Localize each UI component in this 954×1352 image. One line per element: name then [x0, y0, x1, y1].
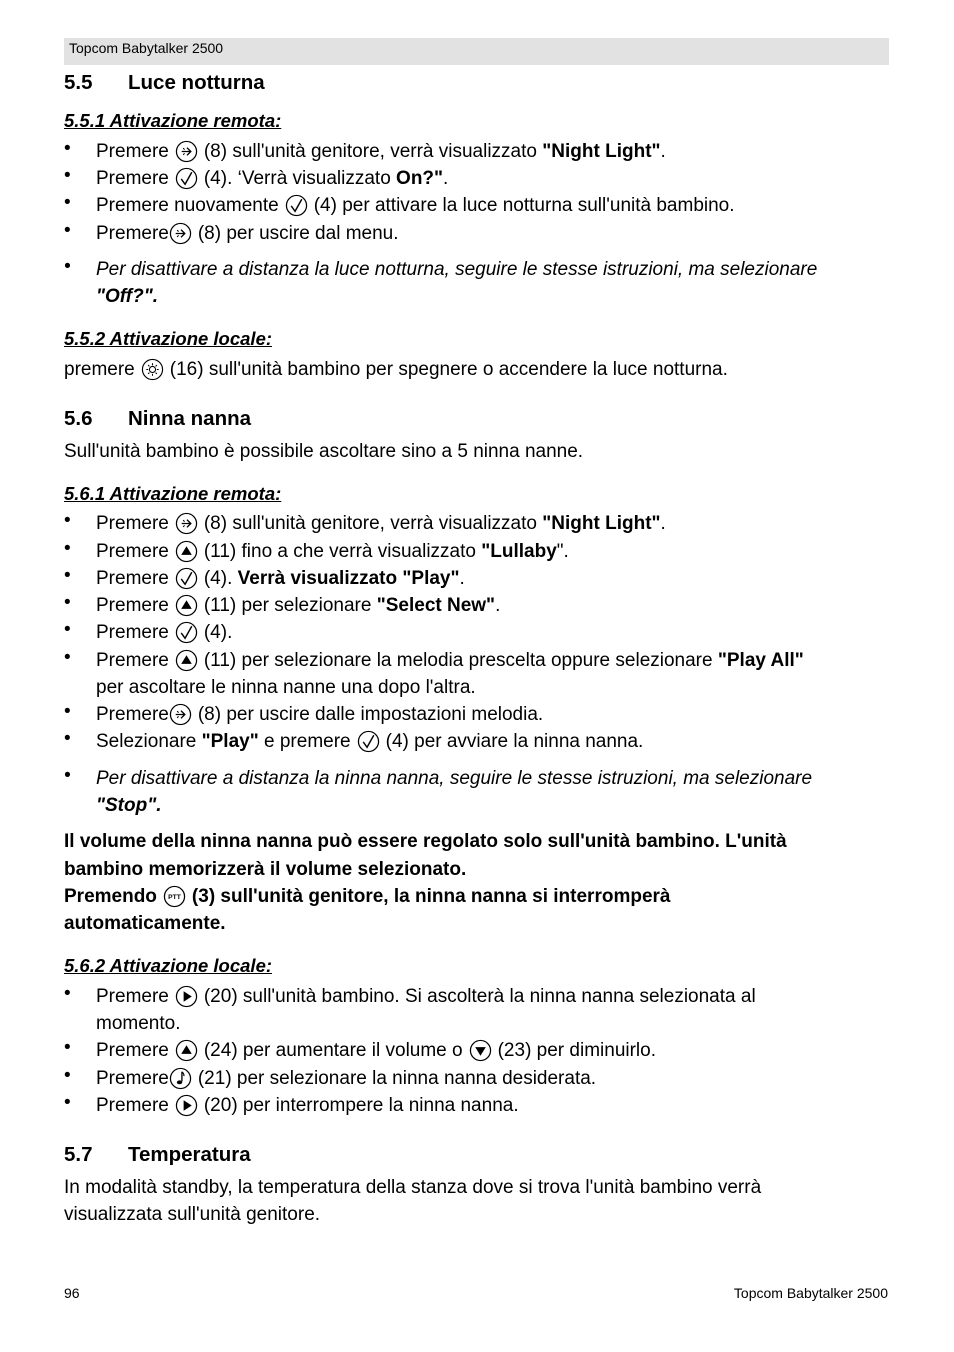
text: Premere — [96, 568, 169, 589]
text: Premere — [96, 704, 169, 725]
bullet: • — [64, 647, 71, 668]
bold-text: "Select New" — [376, 595, 496, 616]
text: Premere — [96, 541, 169, 562]
text: Premere nuovamente — [96, 195, 279, 216]
text: (4). ‘Verrà visualizzato — [203, 168, 391, 189]
up-arrow-icon — [175, 1039, 198, 1062]
text: ". — [556, 541, 569, 562]
bullet: • — [64, 592, 71, 613]
bold-paragraph: automaticamente. — [64, 913, 226, 934]
ptt-icon-label: PTT — [168, 893, 181, 901]
text: Premere — [96, 595, 169, 616]
list-item — [96, 619, 232, 646]
text: (11) per selezionare la melodia prescelta oppure selezionare — [203, 650, 713, 671]
up-arrow-icon — [175, 649, 198, 672]
bold-text: "Stop". — [96, 795, 162, 816]
bold-text: "Lullaby — [481, 541, 557, 562]
bold-text: "Play All" — [717, 650, 804, 671]
text: (8) per uscire dal menu. — [197, 223, 399, 244]
list-item — [96, 192, 735, 219]
text: Premendo — [64, 886, 157, 907]
list-item — [96, 701, 543, 728]
up-arrow-icon — [175, 594, 198, 617]
list-item — [96, 565, 465, 592]
bullet: • — [64, 165, 71, 186]
text: (4). — [203, 568, 233, 589]
text: e premere — [264, 731, 351, 752]
text: Premere — [96, 513, 169, 534]
text: Premere — [96, 1040, 169, 1061]
text: (4). — [203, 622, 233, 643]
text: (20) sull'unità bambino. Si ascolterà la ninna nanna selezionata al — [203, 986, 756, 1007]
list-item — [96, 1092, 519, 1119]
footer-title: Topcom Babytalker 2500 — [733, 1285, 888, 1301]
text: (20) per interrompere la ninna nanna. — [203, 1095, 519, 1116]
section-heading-5-6 — [64, 407, 251, 431]
checkmark-icon — [285, 194, 308, 217]
subsection-heading-5-6-1: 5.6.1 Attivazione remota: — [64, 483, 282, 504]
menu-arrow-icon — [169, 222, 192, 245]
text: (4) per avviare la ninna nanna. — [385, 731, 644, 752]
section-title: Temperatura — [128, 1143, 251, 1166]
night-light-icon — [141, 358, 164, 381]
subsection-heading-5-5-1: 5.5.1 Attivazione remota: — [64, 110, 282, 131]
list-item — [96, 510, 666, 537]
play-icon — [175, 985, 198, 1008]
text: premere — [64, 359, 135, 380]
text: Selezionare — [96, 731, 197, 752]
text: Premere — [96, 223, 169, 244]
section-title: Ninna nanna — [128, 407, 252, 430]
play-icon — [175, 1094, 198, 1117]
list-item — [96, 220, 399, 247]
bullet: • — [64, 619, 71, 640]
bold-text: "Off?". — [96, 286, 158, 307]
list-item-continuation: momento. — [96, 1013, 181, 1034]
bullet: • — [64, 220, 71, 241]
list-item — [96, 983, 756, 1010]
text: Premere — [96, 1095, 169, 1116]
section-heading-5-7 — [64, 1143, 251, 1167]
bullet: • — [64, 138, 71, 159]
paragraph: Sull'unità bambino è possibile ascoltare sino a 5 ninna nanne. — [64, 441, 584, 462]
ptt-icon — [163, 885, 186, 908]
down-arrow-icon — [469, 1039, 492, 1062]
up-arrow-icon — [175, 540, 198, 563]
note-line: Per disattivare a distanza la luce notturna, seguire le stesse istruzioni, ma selezionare — [96, 259, 818, 280]
bullet: • — [64, 192, 71, 213]
menu-arrow-icon — [169, 703, 192, 726]
text: (3) sull'unità genitore, la ninna nanna si interromperà — [191, 886, 671, 907]
section-title: Luce notturna — [128, 71, 265, 94]
checkmark-icon — [175, 567, 198, 590]
paragraph: In modalità standby, la temperatura della stanza dove si trova l'unità bambino verrà — [64, 1177, 762, 1198]
bold-paragraph — [64, 883, 670, 910]
bullet: • — [64, 565, 71, 586]
list-item — [96, 728, 643, 755]
section-number: 5.7 — [64, 1143, 93, 1166]
bold-paragraph: bambino memorizzerà il volume selezionato. — [64, 859, 467, 880]
section-number: 5.5 — [64, 71, 93, 94]
text: Premere — [96, 650, 169, 671]
text: Premere — [96, 986, 169, 1007]
running-header — [64, 38, 889, 65]
text: Premere — [96, 168, 169, 189]
list-item — [96, 1065, 596, 1092]
paragraph — [64, 356, 728, 383]
bold-text: "Night Light" — [542, 141, 661, 162]
text: (8) sull'unità genitore, verrà visualizzato — [203, 141, 537, 162]
header-title: Topcom Babytalker 2500 — [69, 40, 224, 56]
note-line — [96, 792, 162, 819]
subsection-heading-5-6-2: 5.6.2 Attivazione locale: — [64, 955, 273, 976]
text: Premere — [96, 622, 169, 643]
checkmark-icon — [357, 730, 380, 753]
list-item-continuation: per ascoltare le ninna nanne una dopo l'altra. — [96, 677, 476, 698]
text: (24) per aumentare il volume o — [203, 1040, 463, 1061]
music-note-icon — [169, 1067, 192, 1090]
bullet: • — [64, 538, 71, 559]
bold-text: Verrà visualizzato "Play" — [237, 568, 460, 589]
text: . — [660, 141, 666, 162]
text: (8) sull'unità genitore, verrà visualizzato — [203, 513, 537, 534]
list-item — [96, 1037, 656, 1064]
text: (8) per uscire dalle impostazioni melodia. — [197, 704, 544, 725]
text: (11) fino a che verrà visualizzato — [203, 541, 476, 562]
list-item — [96, 138, 666, 165]
list-item — [96, 538, 569, 565]
text: (23) per diminuirlo. — [497, 1040, 657, 1061]
bullet: • — [64, 1037, 71, 1058]
checkmark-icon — [175, 167, 198, 190]
paragraph: visualizzata sull'unità genitore. — [64, 1204, 321, 1225]
bullet: • — [64, 1065, 71, 1086]
text: Premere — [96, 141, 169, 162]
page-number: 96 — [64, 1285, 80, 1301]
section-heading-5-5 — [64, 71, 265, 95]
note-line: Per disattivare a distanza la ninna nanna, seguire le stesse istruzioni, ma selezionare — [96, 768, 813, 789]
text: (4) per attivare la luce notturna sull'unità bambino. — [313, 195, 735, 216]
bold-text: "Night Light" — [542, 513, 661, 534]
bullet: • — [64, 256, 71, 277]
list-item — [96, 165, 448, 192]
bullet: • — [64, 1092, 71, 1113]
checkmark-icon — [175, 621, 198, 644]
bold-paragraph: Il volume della ninna nanna può essere regolato solo sull'unità bambino. L'unità — [64, 831, 787, 852]
text: . — [495, 595, 501, 616]
bullet: • — [64, 701, 71, 722]
menu-arrow-icon — [175, 140, 198, 163]
text: (11) per selezionare — [203, 595, 372, 616]
section-number: 5.6 — [64, 407, 93, 430]
text: (16) sull'unità bambino per spegnere o accendere la luce notturna. — [169, 359, 728, 380]
list-item — [96, 592, 500, 619]
bullet: • — [64, 983, 71, 1004]
note-line — [96, 283, 158, 310]
bullet: • — [64, 765, 71, 786]
menu-arrow-icon — [175, 512, 198, 535]
text: Premere — [96, 1068, 169, 1089]
bold-text: On?" — [396, 168, 444, 189]
text: . — [443, 168, 449, 189]
bold-text: "Play" — [201, 731, 259, 752]
list-item — [96, 647, 804, 674]
text: . — [660, 513, 666, 534]
text: (21) per selezionare la ninna nanna desiderata. — [197, 1068, 597, 1089]
subsection-heading-5-5-2: 5.5.2 Attivazione locale: — [64, 328, 273, 349]
text: . — [459, 568, 465, 589]
bullet: • — [64, 728, 71, 749]
bullet: • — [64, 510, 71, 531]
